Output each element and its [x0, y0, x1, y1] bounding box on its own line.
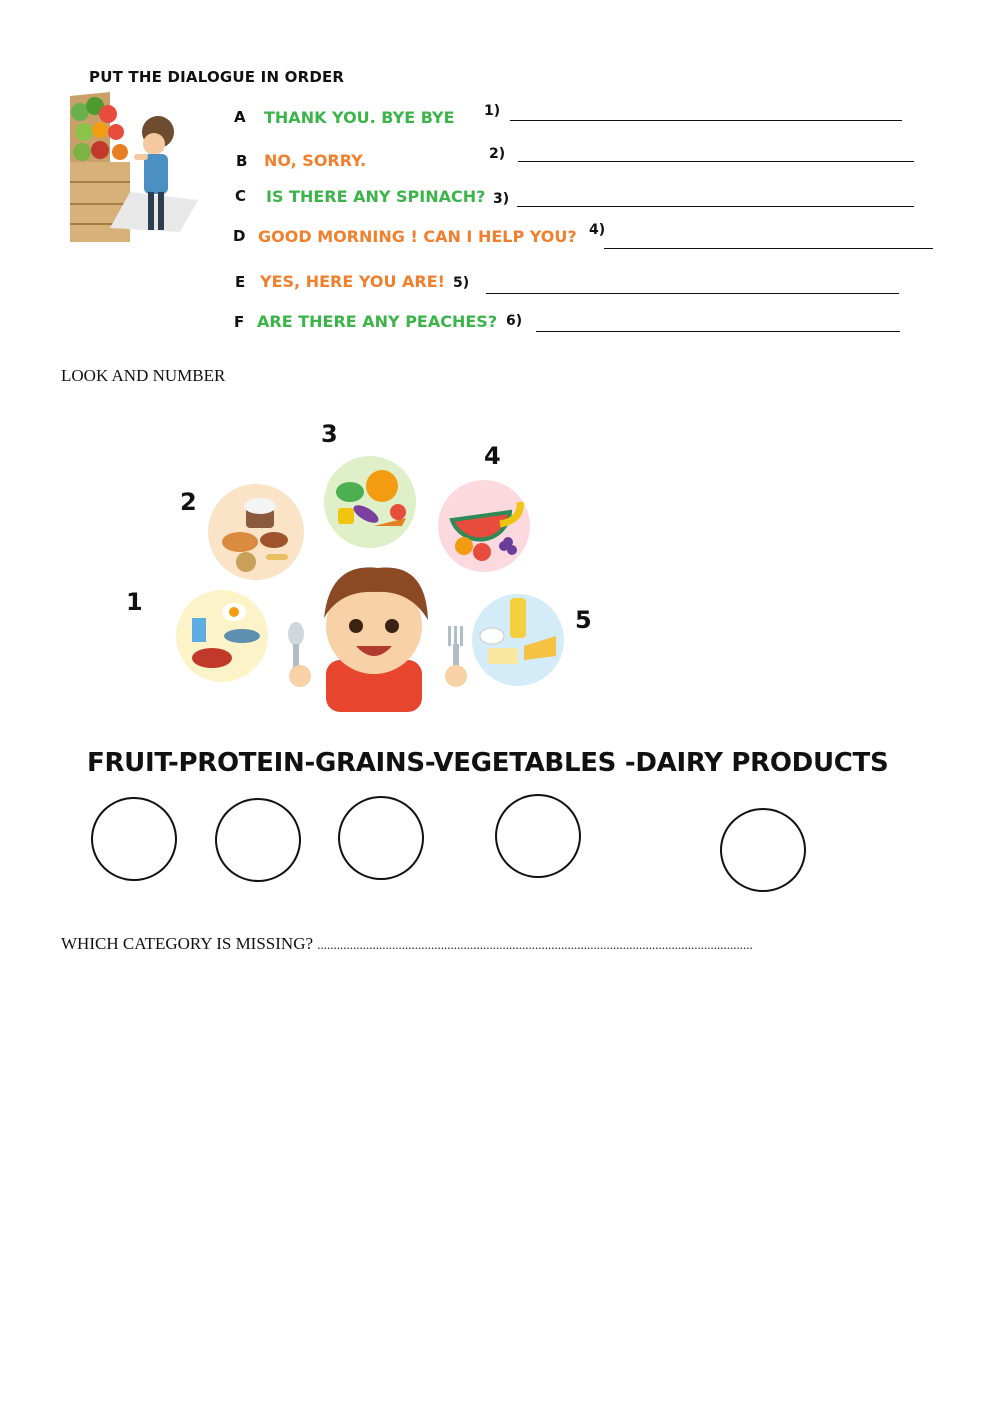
missing-category-question-text: WHICH CATEGORY IS MISSING? [61, 934, 314, 953]
answer-circle-grains[interactable] [338, 796, 424, 880]
dialogue-letter-b: B [236, 152, 248, 170]
categories-list: FRUIT-PROTEIN-GRAINS-VEGETABLES -DAIRY PRODUCTS [87, 748, 889, 778]
market-illustration [70, 92, 198, 244]
food-group-number-4: 4 [484, 442, 501, 470]
missing-category-question [61, 934, 753, 954]
answer-line-1[interactable] [510, 120, 902, 121]
look-and-number-title: LOOK AND NUMBER [61, 366, 226, 385]
dialogue-title: PUT THE DIALOGUE IN ORDER [89, 68, 345, 86]
food-group-number-5: 5 [575, 606, 592, 634]
answer-number-3: 3) [493, 191, 510, 207]
dialogue-line-b: NO, SORRY. [264, 151, 367, 170]
answer-number-2: 2) [489, 146, 506, 162]
answer-line-6[interactable] [536, 331, 900, 332]
answer-line-2[interactable] [518, 161, 914, 162]
dialogue-line-c: IS THERE ANY SPINACH? [266, 187, 486, 206]
answer-number-5: 5) [453, 275, 470, 291]
dialogue-letter-a: A [234, 108, 246, 126]
food-groups-illustration [170, 450, 570, 712]
dialogue-letter-d: D [233, 227, 246, 245]
answer-circle-fruit[interactable] [91, 797, 177, 881]
food-group-number-3: 3 [321, 420, 338, 448]
answer-number-6: 6) [506, 313, 523, 329]
answer-line-5[interactable] [486, 293, 899, 294]
dialogue-line-a: THANK YOU. BYE BYE [264, 108, 455, 127]
dialogue-letter-c: C [235, 187, 247, 205]
answer-circle-vegetables[interactable] [495, 794, 581, 878]
answer-number-1: 1) [484, 103, 501, 119]
answer-line-3[interactable] [517, 206, 914, 207]
answer-line-4[interactable] [604, 248, 933, 249]
dialogue-letter-f: F [234, 313, 245, 331]
dialogue-line-f: ARE THERE ANY PEACHES? [257, 312, 498, 331]
food-group-number-2: 2 [180, 488, 197, 516]
answer-number-4: 4) [589, 222, 606, 238]
food-group-number-1: 1 [126, 588, 143, 616]
dialogue-line-e: YES, HERE YOU ARE! [260, 272, 445, 291]
dialogue-letter-e: E [235, 273, 246, 291]
dialogue-line-d: GOOD MORNING ! CAN I HELP YOU? [258, 227, 577, 246]
missing-category-answer-dots[interactable]: ...................................................................................................................................... [317, 937, 753, 952]
answer-circle-dairy[interactable] [720, 808, 806, 892]
answer-circle-protein[interactable] [215, 798, 301, 882]
